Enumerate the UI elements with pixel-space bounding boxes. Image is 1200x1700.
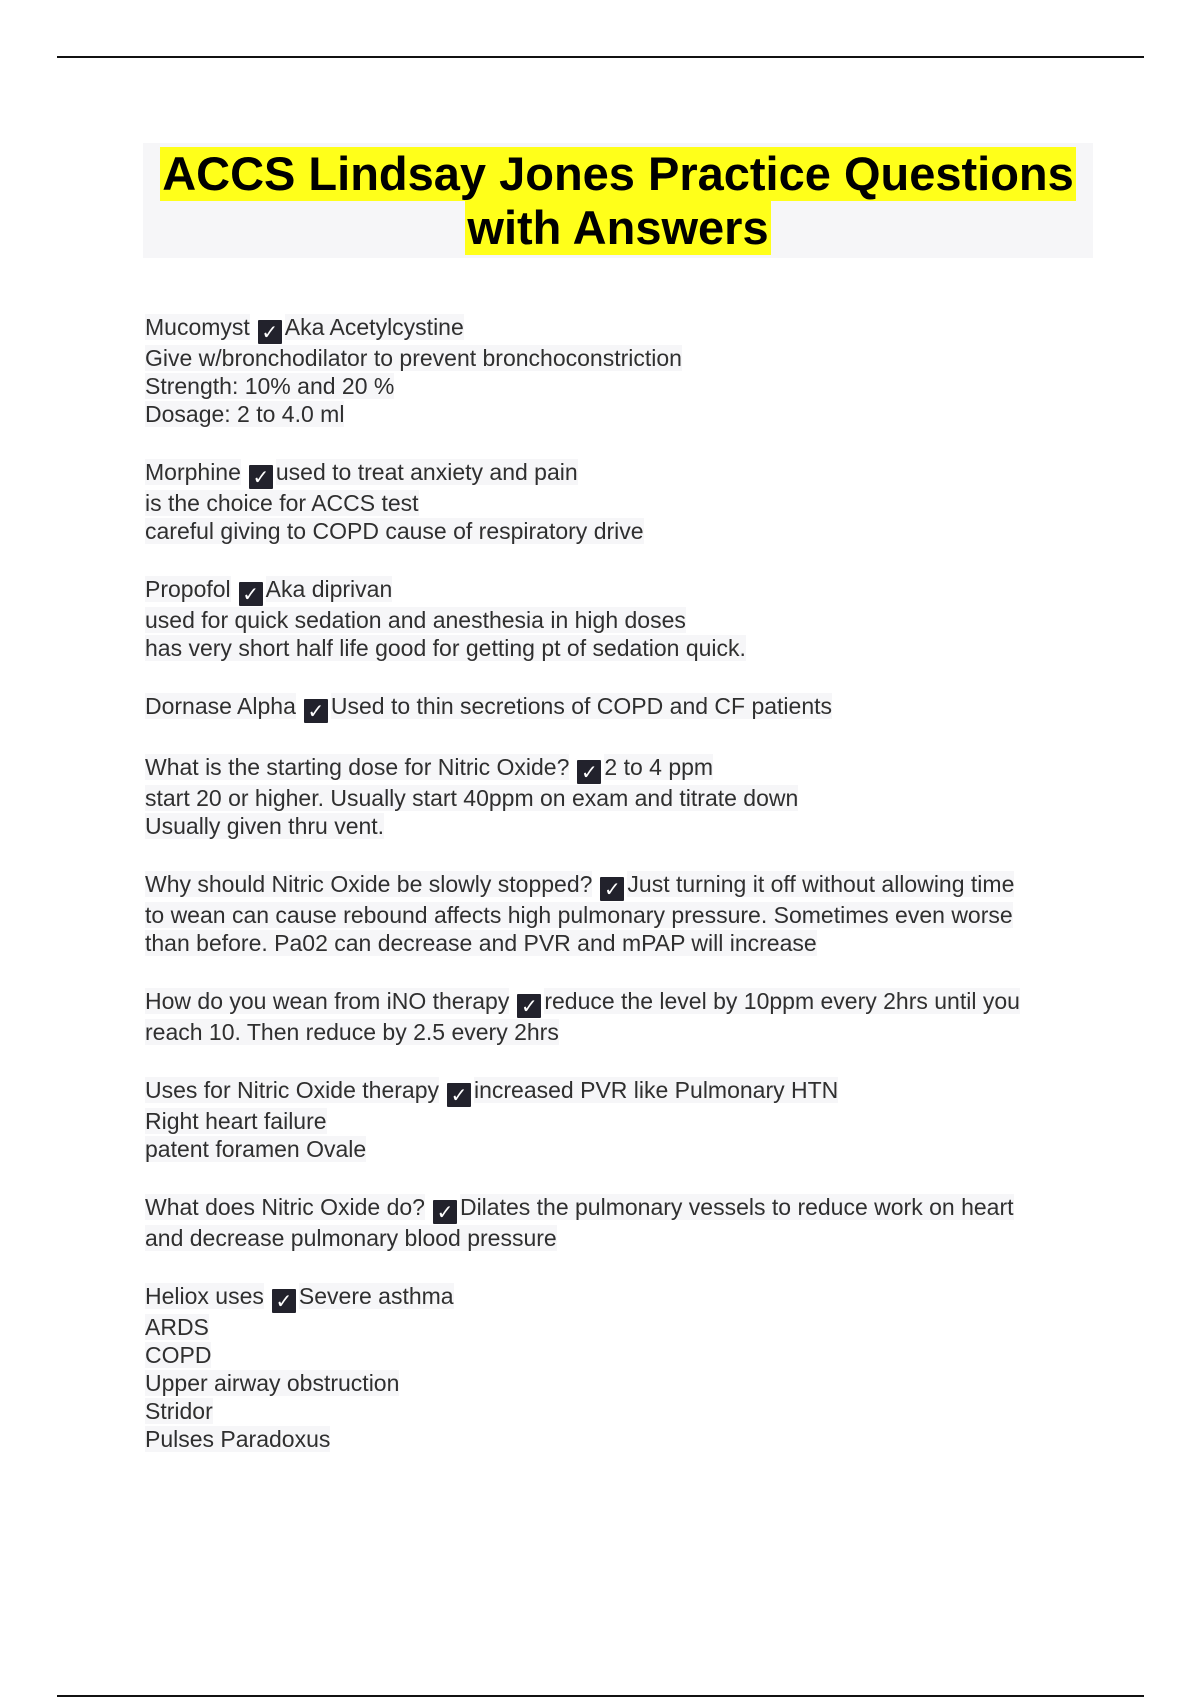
qa-answer-line: [145, 1397, 1105, 1425]
qa-answer-text: used for quick sedation and anesthesia in high doses: [145, 607, 686, 633]
checkmark-icon: ✓: [239, 582, 263, 606]
qa-answer: reduce the level by 10ppm every 2hrs until you: [544, 988, 1020, 1014]
qa-answer-line: [145, 901, 1105, 929]
qa-answer-text: Give w/bronchodilator to prevent bronchoconstriction: [145, 345, 682, 371]
qa-answer-text: Strength: 10% and 20 %: [145, 373, 395, 399]
qa-first-line: [145, 1193, 1105, 1224]
qa-first-line: [145, 313, 1105, 344]
qa-answer: Used to thin secretions of COPD and CF patients: [330, 693, 833, 719]
qa-answer-text: has very short half life good for getting pt of sedation quick.: [145, 635, 746, 661]
qa-answer-line: [145, 606, 1105, 634]
qa-first-line: [145, 753, 1105, 784]
qa-answer: increased PVR like Pulmonary HTN: [473, 1077, 839, 1103]
qa-item: [145, 1076, 1105, 1163]
qa-answer-text: to wean can cause rebound affects high pulmonary pressure. Sometimes even worse: [145, 902, 1013, 928]
qa-answer-text: patent foramen Ovale: [145, 1136, 367, 1162]
qa-answer-line: [145, 1369, 1105, 1397]
qa-answer-line: [145, 1425, 1105, 1453]
qa-answer-line: [145, 784, 1105, 812]
qa-answer-line: [145, 1107, 1105, 1135]
checkmark-icon: ✓: [433, 1200, 457, 1224]
qa-answer-line: [145, 1313, 1105, 1341]
qa-answer-line: [145, 489, 1105, 517]
qa-answer-text: and decrease pulmonary blood pressure: [145, 1225, 557, 1251]
qa-answer-text: is the choice for ACCS test: [145, 490, 419, 516]
qa-term: Morphine: [145, 459, 241, 485]
qa-term: Mucomyst: [145, 314, 250, 340]
qa-item: [145, 987, 1105, 1046]
title-line-1: ACCS Lindsay Jones Practice Questions: [162, 147, 1074, 200]
checkmark-icon: ✓: [577, 760, 601, 784]
title-line-2: with Answers: [467, 201, 769, 254]
qa-term: What does Nitric Oxide do?: [145, 1194, 425, 1220]
qa-first-line: [145, 870, 1105, 901]
qa-term: Heliox uses: [145, 1283, 264, 1309]
checkmark-icon: ✓: [600, 877, 624, 901]
qa-first-line: [145, 458, 1105, 489]
qa-item: [145, 313, 1105, 428]
qa-answer-line: [145, 517, 1105, 545]
qa-answer: Severe asthma: [298, 1283, 454, 1309]
qa-answer-line: [145, 1341, 1105, 1369]
qa-answer-text: Stridor: [145, 1398, 213, 1424]
qa-item: [145, 1193, 1105, 1252]
qa-term: Propofol: [145, 576, 231, 602]
qa-item: [145, 458, 1105, 545]
qa-term: Dornase Alpha: [145, 693, 296, 719]
qa-answer-line: [145, 812, 1105, 840]
qa-answer-text: than before. Pa02 can decrease and PVR and mPAP will increase: [145, 930, 817, 956]
qa-first-line: [145, 1282, 1105, 1313]
qa-answer-line: [145, 400, 1105, 428]
document-title: [143, 143, 1093, 258]
qa-answer-text: careful giving to COPD cause of respiratory drive: [145, 518, 644, 544]
qa-answer-line: [145, 634, 1105, 662]
qa-item: [145, 575, 1105, 662]
checkmark-icon: ✓: [258, 320, 282, 344]
qa-answer: Just turning it off without allowing time: [627, 871, 1015, 897]
qa-first-line: [145, 1076, 1105, 1107]
qa-item: [145, 692, 1105, 723]
qa-answer-text: Usually given thru vent.: [145, 813, 385, 839]
qa-item: [145, 1282, 1105, 1453]
qa-term: What is the starting dose for Nitric Oxide?: [145, 754, 570, 780]
qa-first-line: [145, 692, 1105, 723]
qa-item: [145, 870, 1105, 957]
top-rule: [57, 56, 1144, 58]
qa-term: Why should Nitric Oxide be slowly stopped?: [145, 871, 593, 897]
qa-answer: Aka diprivan: [265, 576, 393, 602]
qa-first-line: [145, 575, 1105, 606]
qa-answer: used to treat anxiety and pain: [275, 459, 578, 485]
qa-answer-text: start 20 or higher. Usually start 40ppm on exam and titrate down: [145, 785, 799, 811]
qa-answer: Dilates the pulmonary vessels to reduce work on heart: [459, 1194, 1014, 1220]
qa-first-line: [145, 987, 1105, 1018]
qa-answer-text: ARDS: [145, 1314, 209, 1340]
qa-term: How do you wean from iNO therapy: [145, 988, 510, 1014]
checkmark-icon: ✓: [517, 994, 541, 1018]
qa-term: Uses for Nitric Oxide therapy: [145, 1077, 439, 1103]
qa-answer-line: [145, 372, 1105, 400]
checkmark-icon: ✓: [249, 465, 273, 489]
qa-answer: 2 to 4 ppm: [604, 754, 714, 780]
qa-answer-line: [145, 1135, 1105, 1163]
qa-answer-text: reach 10. Then reduce by 2.5 every 2hrs: [145, 1019, 559, 1045]
qa-answer-line: [145, 344, 1105, 372]
qa-answer-text: Upper airway obstruction: [145, 1370, 400, 1396]
qa-answer-line: [145, 1018, 1105, 1046]
qa-list: [145, 313, 1105, 1483]
checkmark-icon: ✓: [447, 1083, 471, 1107]
qa-answer-line: [145, 929, 1105, 957]
qa-item: [145, 753, 1105, 840]
qa-answer: Aka Acetylcystine: [284, 314, 464, 340]
checkmark-icon: ✓: [304, 699, 328, 723]
qa-answer-text: Dosage: 2 to 4.0 ml: [145, 401, 345, 427]
qa-answer-line: [145, 1224, 1105, 1252]
checkmark-icon: ✓: [272, 1289, 296, 1313]
qa-answer-text: Pulses Paradoxus: [145, 1426, 331, 1452]
bottom-rule: [57, 1695, 1144, 1697]
qa-answer-text: Right heart failure: [145, 1108, 327, 1134]
qa-answer-text: COPD: [145, 1342, 212, 1368]
